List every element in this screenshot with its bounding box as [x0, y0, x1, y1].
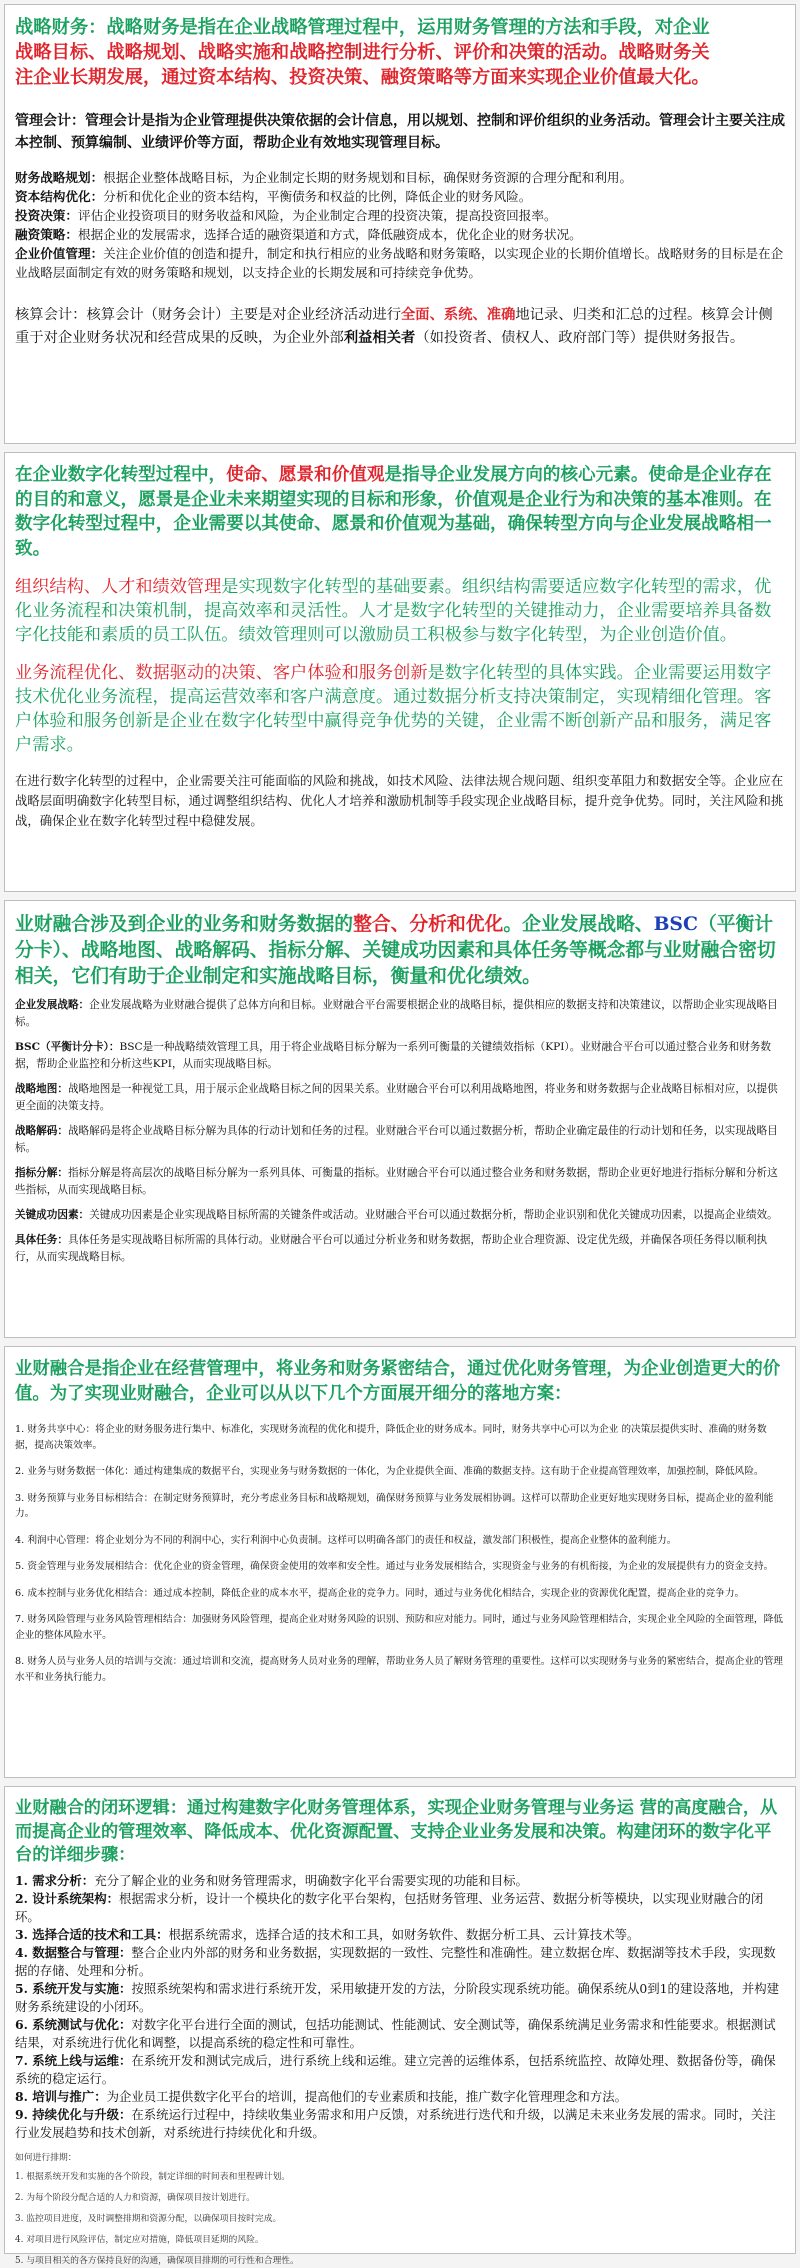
list-item — [15, 225, 785, 244]
list-item — [15, 1081, 785, 1115]
item-value: 具体任务是实现战略目标所需的具体行动。业财融合平台可以通过分析业务和财务数据，帮助企业合理资源、设定优先级，并确保各项任务得以顺利执行，从而实现战略目标。 — [15, 1234, 768, 1263]
intro-paragraph — [15, 15, 785, 90]
step-key: 5. 系统开发与实施： — [15, 1980, 132, 1996]
fa-text-3: （如投资者、债权人、政府部门等）提供财务报告。 — [415, 330, 745, 346]
item-value: 评估企业投资项目的财务收益和风险，为企业制定合理的投资决策，提高投资回报率。 — [77, 208, 557, 223]
list-item — [15, 2052, 785, 2088]
list-item: 1. 根据系统开发和实施的各个阶段，制定详细的时间表和里程碑计划。 — [15, 2171, 291, 2182]
list-item — [15, 1890, 785, 1926]
list-item: 2. 为每个阶段分配合适的人力和资源，确保项目按计划进行。 — [15, 2192, 255, 2203]
list-item: 2. 业务与财务数据一体化：通过构建集成的数据平台，实现业务与财务数据的一体化，为企业提供全面、准确的数据支持。这有助于企业提高管理效率，加强控制，降低风险。 — [15, 1466, 764, 1477]
list-item — [15, 1207, 785, 1224]
list-item: 5. 资金管理与业务发展相结合：优化企业的资金管理，确保资金使用的效率和安全性。通过与业务发展相结合，实现资金与业务的有机衔接，为企业的发展提供有力的资金支持。 — [15, 1561, 774, 1572]
list-item — [15, 2106, 785, 2142]
step-key: 3. 选择合适的技术和工具： — [15, 1926, 169, 1942]
business-process-paragraph — [15, 661, 785, 757]
item-key: 战略解码： — [15, 1125, 68, 1137]
list-item — [15, 1944, 785, 1980]
list-item — [15, 2016, 785, 2052]
organization-paragraph — [15, 575, 785, 647]
list-item: 1. 财务共享中心：将企业的财务服务进行集中、标准化，实现财务流程的优化和提升，降低企业的财务成本。同时，财务共享中心可以为企业 的决策层提供实时、准确的财务数据，提高决策效率。 — [15, 1424, 767, 1451]
item-key: 企业发展战略： — [15, 999, 90, 1011]
list-item — [15, 168, 785, 187]
item-key: 财务战略规划： — [15, 170, 104, 185]
h-text-1: 业财融合涉及到企业的业务和财务数据的 — [15, 913, 354, 935]
list-item: 3. 财务预算与业务目标相结合：在制定财务预算时，充分考虑业务目标和战略规划，确保财务预算与业务发展相协调。这样可以帮助企业更好地实现财务目标，提高企业的盈利能力。 — [15, 1492, 774, 1519]
item-key: 具体任务： — [15, 1234, 68, 1246]
financial-accounting-paragraph — [15, 304, 785, 350]
fa-text-2: 地记录、归类和汇总的过程。核算会计侧重于对企业财务状况和经营成果的反映，为企业外部 — [15, 307, 773, 346]
list-item: 4. 对项目进行风险评估，制定应对措施，降低项目延期的风险。 — [15, 2234, 264, 2245]
intro-line-1: 战略财务：战略财务是指在企业战略管理过程中，运用财务管理的方法和手段，对企业 — [15, 17, 710, 38]
list-item — [15, 1232, 785, 1266]
list-item — [15, 2088, 785, 2106]
section-digital-transformation — [4, 452, 796, 892]
strategic-finance-list — [15, 168, 785, 282]
item-value: 根据企业的发展需求，选择合适的融资渠道和方式，降低融资成本，优化企业的财务状况。 — [77, 227, 582, 242]
h-highlight: 整合、分析和优化 — [353, 913, 504, 935]
item-key: 指标分解： — [15, 1167, 68, 1179]
item-key: 企业价值管理： — [15, 246, 104, 261]
item-key: BSC（平衡计分卡）： — [15, 1041, 120, 1053]
intro-line-2: 战略目标、战略规划、战略实施和战略控制进行分析、评价和决策的活动。战略财务关 — [15, 42, 710, 63]
list-item: 8. 财务人员与业务人员的培训与交流：通过培训和交流，提高财务人员对业务的理解，帮助业务人员了解财务管理的重要性。这样可以实现财务与业务的紧密结合，提高企业的管理水平和业务执行能力。 — [15, 1656, 783, 1683]
list-item — [15, 187, 785, 206]
integration-heading — [15, 911, 785, 989]
item-key: 关键成功因素： — [15, 1209, 90, 1221]
plan-heading: 业财融合是指企业在经营管理中，将业务和财务紧密结合，通过优化财务管理，为企业创造更大的价值。为了实现业财融合，企业可以从以下几个方面展开细分的落地方案： — [15, 1359, 781, 1404]
scheduling-title: 如何进行排期： — [15, 2152, 77, 2163]
list-item — [15, 1980, 785, 2016]
plan-list — [15, 1422, 785, 1685]
fa-highlight: 全面、系统、准确 — [401, 307, 516, 323]
item-value: 指标分解是将高层次的战略目标分解为一系列具体、可衡量的指标。业财融合平台可以通过整合业务和财务数据，帮助企业更好地进行指标分解和分析这些指标，从而实现战略目标。 — [15, 1167, 778, 1196]
p1-text-1: 在企业数字化转型过程中， — [15, 464, 227, 485]
step-key: 4. 数据整合与管理： — [15, 1944, 132, 1960]
list-item: 6. 成本控制与业务优化相结合：通过成本控制，降低企业的成本水平，提高企业的竞争力。同时，通过与业务优化相结合，实现企业的资源优化配置，提高企业的竞争力。 — [15, 1587, 745, 1599]
step-value: 充分了解企业的业务和财务管理需求，明确数字化平台需要实现的功能和目标。 — [94, 1872, 528, 1888]
list-item — [15, 1872, 785, 1890]
item-value: 关键成功因素是企业实现战略目标所需的关键条件或活动。业财融合平台可以通过数据分析，帮助企业识别和优化关键成功因素，以提高企业绩效。 — [89, 1209, 778, 1221]
fa-text-1: 核算会计：核算会计（财务会计）主要是对企业经济活动进行 — [15, 307, 402, 323]
list-item — [15, 206, 785, 225]
list-item: 7. 财务风险管理与业务风险管理相结合：加强财务风险管理，提高企业对财务风险的识别、预防和应对能力。同时，通过与业务风险管理相结合，实现企业全风险的全面管理，降低企业的整体风险水平。 — [15, 1614, 783, 1641]
item-value: 关注企业价值的创造和提升，制定和执行相应的业务战略和财务策略，以实现企业的长期价值增长。战略财务的目标是在企业战略层面制定有效的财务策略和规划，以支持企业的长期发展和可持续竞争优势。 — [15, 246, 784, 280]
item-key: 投资决策： — [15, 208, 78, 223]
list-item — [15, 1123, 785, 1157]
scheduling-notes — [15, 2152, 785, 2268]
list-item — [15, 1165, 785, 1199]
item-value: 分析和优化企业的资本结构，平衡债务和权益的比例，降低企业的财务风险。 — [103, 189, 532, 204]
step-key: 2. 设计系统架构： — [15, 1890, 119, 1906]
item-value: 企业发展战略为业财融合提供了总体方向和目标。业财融合平台需要根据企业的战略目标，提供相应的数据支持和决策建议，以帮助企业实现战略目标。 — [15, 999, 778, 1028]
step-key: 9. 持续优化与升级： — [15, 2106, 132, 2122]
item-key: 战略地图： — [15, 1083, 68, 1095]
h-text-3: （平衡计分卡）、战略地图、战略解码、指标分解、关键成功因素和具体任务等概念都与业财融合密切相关，它们有助于企业制定和实施战略目标，衡量和优化绩效。 — [15, 913, 776, 987]
list-item — [15, 1039, 785, 1073]
step-value: 为企业员工提供数字化平台的培训，提高他们的专业素质和技能，推广数字化管理理念和方法。 — [106, 2088, 627, 2104]
intro-line-3: 注企业长期发展，通过资本结构、投资决策、融资策略等方面来实现企业价值最大化。 — [15, 67, 710, 88]
closed-loop-heading: 业财融合的闭环逻辑：通过构建数字化财务管理体系，实现企业财务管理与业务运 营的高度融合，从而提高企业的管理效率、降低成本、优化资源配置、支持企业业务发展和决策。构建闭环的数字化平台的详细步骤： — [15, 1798, 778, 1865]
p1-highlight: 使命、愿景和价值观 — [226, 464, 385, 485]
list-item: 5. 与项目相关的各方保持良好的沟通，确保项目排期的可行性和合理性。 — [15, 2255, 299, 2266]
item-value: 战略解码是将企业战略目标分解为具体的行动计划和任务的过程。业财融合平台可以通过数据分析，帮助企业确定最佳的行动计划和任务，以实现战略目标。 — [15, 1125, 778, 1154]
item-value: 战略地图是一种视觉工具，用于展示企业战略目标之间的因果关系。业财融合平台可以利用战略地图，将业务和财务数据与企业战略目标相对应，以提供更全面的决策支持。 — [15, 1083, 778, 1112]
step-value: 对数字化平台进行全面的测试，包括功能测试、性能测试、安全测试等，确保系统满足业务需求和性能要求。根据测试结果，对系统进行优化和调整，以提高系统的稳定性和可靠性。 — [15, 2016, 776, 2050]
step-value: 整合企业内外部的财务和业务数据，实现数据的一致性、完整性和准确性。建立数据仓库、数据湖等技术手段，实现数据的存储、处理和分析。 — [15, 1944, 776, 1978]
step-value: 根据需求分析，设计一个模块化的数字化平台架构，包括财务管理、业务运营、数据分析等模块，以实现业财融合的闭环。 — [15, 1890, 764, 1924]
list-item — [15, 244, 785, 282]
management-accounting-paragraph: 管理会计：管理会计是指为企业管理提供决策依据的会计信息，用以规划、控制和评价组织的业务活动。管理会计主要关注成本控制、预算编制、业绩评价等方面，帮助企业有效地实现管理目标。 — [15, 113, 785, 151]
p3-highlight: 业务流程优化、数据驱动的决策、客户体验和服务创新 — [15, 663, 428, 683]
item-key: 融资策略： — [15, 227, 78, 242]
section-strategic-finance — [4, 4, 796, 444]
p2-highlight: 组织结构、人才和绩效管理 — [15, 577, 222, 597]
steps-list — [15, 1872, 785, 2142]
list-item: 3. 监控项目进度，及时调整排期和资源分配，以确保项目按时完成。 — [15, 2213, 282, 2224]
step-key: 1. 需求分析： — [15, 1872, 95, 1888]
step-key: 6. 系统测试与优化： — [15, 2016, 132, 2032]
list-item — [15, 1926, 785, 1944]
list-item — [15, 997, 785, 1031]
item-key: 资本结构优化： — [15, 189, 104, 204]
risk-paragraph: 在进行数字化转型的过程中，企业需要关注可能面临的风险和挑战，如技术风险、法律法规合规问题、组织变革阻力和数据安全等。企业应在战略层面明确数字化转型目标，通过调整组织结构、优化人才培养和激励机制等手段实现企业战略目标，提升竞争优势。同时，关注风险和挑战，确保企业在数字化转型过程中稳健发展。 — [15, 773, 784, 828]
h-bsc: BSC — [653, 913, 698, 935]
p2-text: 是实现数字化转型的基础要素。组织结构需要适应数字化转型的需求，优化业务流程和决策机制，提高效率和灵活性。人才是数字化转型的关键推动力，企业需要培养具备数字化技能和素质的员工队伍。绩效管理则可以激励员工积极参与数字化转型，为企业创造价值。 — [15, 577, 772, 645]
fa-bold: 利益相关者 — [343, 330, 416, 346]
mission-paragraph — [15, 463, 785, 561]
step-key: 7. 系统上线与运维： — [15, 2052, 132, 2068]
concept-list — [15, 997, 785, 1266]
step-value: 根据系统需求，选择合适的技术和工具，如财务软件、数据分析工具、云计算技术等。 — [168, 1926, 640, 1942]
item-value: 根据企业整体战略目标，为企业制定长期的财务规划和目标，确保财务资源的合理分配和利用。 — [103, 170, 633, 185]
p1-text-2: 是指导企业发展方向的核心元素。使命是企业存在的目的和意义，愿景是企业未来期望实现的目标和形象，价值观是企业行为和决策的基本准则。在数字化转型过程中，企业需要以其使命、愿景和价值观为基础，确保转型方向与企业发展战略相一致。 — [15, 464, 772, 559]
step-value: 在系统运行过程中，持续收集业务需求和用户反馈，对系统进行迭代和升级，以满足未来业务发展的需求。同时，关注行业发展趋势和技术创新，对系统进行持续优化和升级。 — [15, 2106, 776, 2140]
item-value: BSC是一种战略绩效管理工具，用于将企业战略目标分解为一系列可衡量的关键绩效指标（KPI）。业财融合平台可以通过整合业务和财务数据，帮助企业监控和分析这些KPI，从而实现战略目标。 — [15, 1041, 772, 1070]
p3-text: 是数字化转型的具体实践。企业需要运用数字技术优化业务流程，提高运营效率和客户满意度。通过数据分析支持决策制定，实现精细化管理。客户体验和服务创新是企业在数字化转型中赢得竞争优势的关键，企业需不断创新产品和服务，满足客户需求。 — [15, 663, 772, 755]
step-key: 8. 培训与推广： — [15, 2088, 107, 2104]
step-value: 按照系统架构和需求进行系统开发，采用敏捷开发的方法，分阶段实现系统功能。确保系统从0到1的建设落地，并构建财务系统建设的小闭环。 — [15, 1980, 780, 2014]
section-closed-loop — [4, 1786, 796, 2266]
section-implementation-plan — [4, 1346, 796, 1778]
step-value: 在系统开发和测试完成后，进行系统上线和运维。建立完善的运维体系，包括系统监控、故障处理、数据备份等，确保系统的稳定运行。 — [15, 2052, 776, 2086]
list-item: 4. 利润中心管理：将企业划分为不同的利润中心，实行利润中心负责制。这样可以明确各部门的责任和权益，激发部门积极性，提高企业整体的盈利能力。 — [15, 1534, 677, 1546]
h-text-2: 。企业发展战略、 — [503, 913, 654, 935]
section-business-finance-integration — [4, 900, 796, 1338]
